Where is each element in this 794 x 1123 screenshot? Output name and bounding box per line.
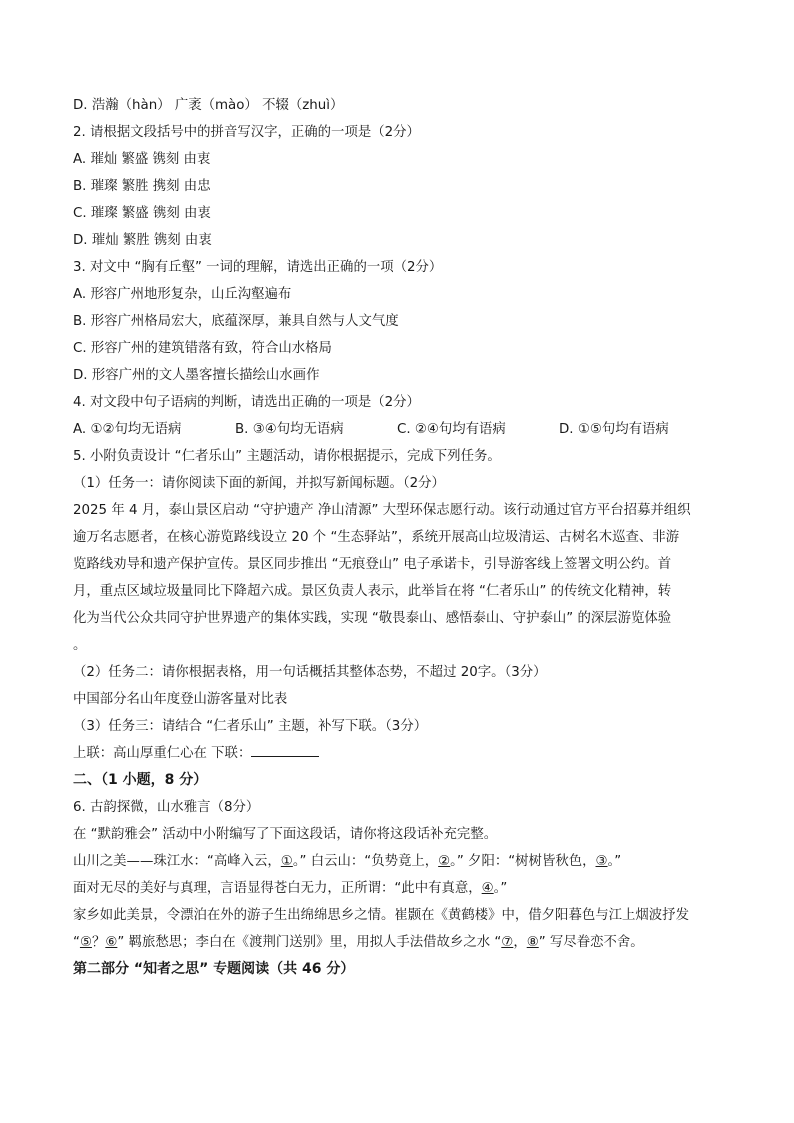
part-2-heading: 第二部分 “知者之思” 专题阅读（共 46 分） [73, 961, 355, 977]
q1-option-d: D. 浩瀚（hàn） 广袤（mào） 不辍（zhuì） [73, 98, 344, 113]
q6-paragraph-line-3: 家乡如此美景，令漂泊在外的游子生出绵绵思乡之情。崔颢在《黄鹤楼》中，借夕阳暮色与江上烟波抒发 [73, 908, 689, 923]
q2-option-b: B. 璀璨 繁胜 携刻 由忠 [73, 179, 211, 194]
section-2-heading: 二、（1 小题，8 分） [73, 772, 208, 788]
exam-page [73, 92, 723, 983]
news-line-1: 2025 年 4 月，泰山景区启动 “守护遗产 净山清源” 大型环保志愿行动。该行动通过官方平台招募并组织 [73, 503, 691, 518]
question-6: 6. 古韵探微，山水雅言（8分） [73, 800, 260, 815]
q3-option-d: D. 形容广州的文人墨客擅长描绘山水画作 [73, 368, 320, 383]
blank-2[interactable]: ② [438, 854, 451, 869]
blank-3[interactable]: ③ [595, 854, 608, 869]
answer-blank[interactable] [251, 743, 319, 757]
q6-paragraph-line-2 [73, 875, 723, 902]
text-segment: 。” 白云山：“负势竟上， [292, 854, 439, 869]
q6-intro: 在 “默韵雅会” 活动中小附编写了下面这段话，请你将这段话补充完整。 [73, 827, 498, 842]
q2-option-d: D. 璀灿 繁胜 镌刻 由衷 [73, 233, 212, 248]
news-line-6: 。 [73, 638, 87, 653]
table-title: 中国部分名山年度登山游客量对比表 [73, 692, 288, 707]
task-3: （3）任务三：请结合 “仁者乐山” 主题，补写下联。（3分） [73, 719, 428, 734]
q6-paragraph-line-1 [73, 848, 723, 875]
question-5: 5. 小附负责设计 “仁者乐山” 主题活动，请你根据提示，完成下列任务。 [73, 449, 501, 464]
news-line-4: 月，重点区域垃圾量同比下降超六成。景区负责人表示，此举旨在将 “仁者乐山” 的传统文化精神，转 [73, 584, 672, 599]
news-line-3: 览路线劝导和遗产保护宣传。景区同步推出 “无痕登山” 电子承诺卡，引导游客线上签署文明公约。首 [73, 557, 672, 572]
q4-option-a: A. ①②句均无语病 [73, 422, 182, 437]
task-2: （2）任务二：请你根据表格，用一句话概括其整体态势，不超过 20字。（3分） [73, 665, 547, 680]
q4-option-c: C. ②④句均有语病 [397, 422, 506, 437]
blank-8[interactable]: ⑧ [526, 935, 539, 950]
text-segment: “ [73, 935, 80, 950]
question-3: 3. 对文中 “胸有丘壑” 一词的理解，请选出正确的一项（2分） [73, 260, 443, 275]
text-segment: ， [513, 935, 527, 950]
q6-paragraph-line-4 [73, 929, 723, 956]
q2-option-c: C. 璀璨 繁盛 镌刻 由衷 [73, 206, 211, 221]
text-segment: ” 羁旅愁思；李白在《渡荆门送别》里，用拟人手法借故乡之水 “ [117, 935, 502, 950]
blank-7[interactable]: ⑦ [501, 935, 514, 950]
question-2: 2. 请根据文段括号中的拼音写汉字，正确的一项是（2分） [73, 125, 420, 140]
text-segment: ？ [91, 935, 106, 950]
q4-option-b: B. ③④句均无语病 [235, 422, 344, 437]
q4-options [73, 416, 723, 443]
q3-option-a: A. 形容广州地形复杂，山丘沟壑遍布 [73, 287, 292, 302]
q3-option-b: B. 形容广州格局宏大，底蕴深厚，兼具自然与人文气度 [73, 314, 399, 329]
news-line-2: 逾万名志愿者，在核心游览路线设立 20 个 “生态驿站”，系统开展高山垃圾清运、古树名木巡查、非游 [73, 530, 680, 545]
text-segment: ” 写尽眷恋不舍。 [538, 935, 644, 950]
text-segment: 。” [607, 854, 622, 869]
text-segment: 。” 夕阳：“树树皆秋色， [450, 854, 596, 869]
task-1: （1）任务一：请你阅读下面的新闻，并拟写新闻标题。（2分） [73, 476, 445, 491]
q4-option-d: D. ①⑤句均有语病 [559, 422, 669, 437]
news-line-5: 化为当代公众共同守护世界遗产的集体实践，实现 “敬畏泰山、感悟泰山、守护泰山” 的深层游览体验 [73, 611, 672, 626]
q3-option-c: C. 形容广州的建筑错落有致，符合山水格局 [73, 341, 332, 356]
blank-4[interactable]: ④ [481, 881, 494, 896]
blank-6[interactable]: ⑥ [105, 935, 118, 950]
question-4: 4. 对文段中句子语病的判断，请选出正确的一项是（2分） [73, 395, 420, 410]
couplet-text: 上联：高山厚重仁心在 下联： [73, 746, 252, 761]
blank-5[interactable]: ⑤ [79, 935, 92, 950]
text-segment: 。” [493, 881, 508, 896]
text-segment: 面对无尽的美好与真理，言语显得苍白无力，正所谓：“此中有真意， [73, 881, 482, 896]
blank-1[interactable]: ① [280, 854, 293, 869]
text-segment: 山川之美——珠江水：“高峰入云， [73, 854, 281, 869]
couplet-line [73, 740, 723, 767]
q2-option-a: A. 璀灿 繁盛 镌刻 由衷 [73, 152, 211, 167]
